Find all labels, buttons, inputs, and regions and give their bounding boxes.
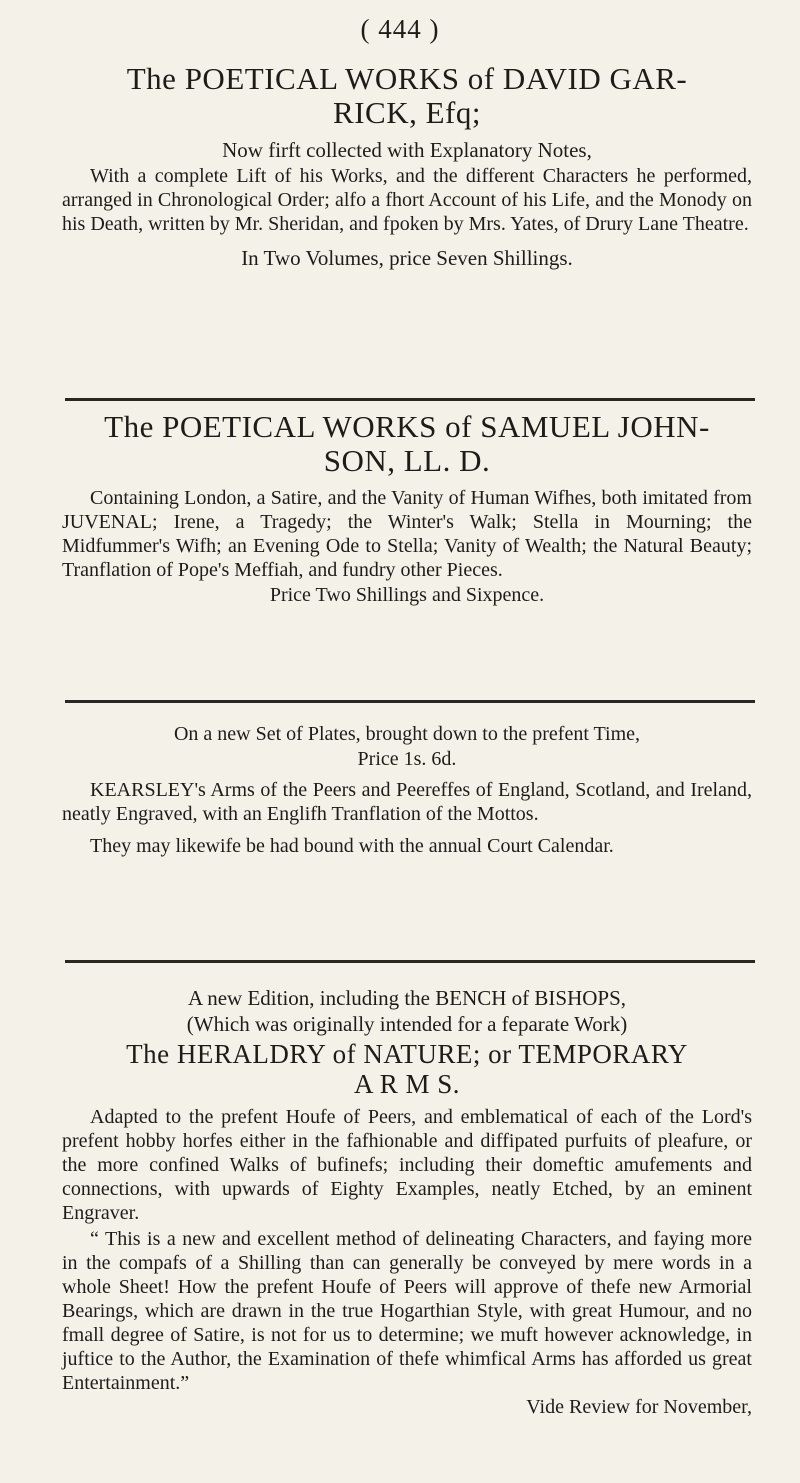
johnson-description: Containing London, a Satire, and the Vanity of Human Wifhes, both imitated from JUVENAL; Irene, a Tragedy; the Winter's Walk; Stella in Mourning; the Midfummer's Wifh; an Evening Ode to Stella; Vanity of Wealth; the Natural Beauty; Tranflation of Pope's Meffiah, and fundry other Pieces. bbox=[62, 487, 752, 581]
kearsley-description: KEARSLEY's Arms of the Peers and Peereffes of England, Scotland, and Ireland, neatly Engraved, with an Englifh Tranflation of the Mottos. bbox=[62, 779, 752, 825]
johnson-title: The POETICAL WORKS of SAMUEL JOHN- bbox=[104, 409, 710, 444]
divider-rule bbox=[65, 960, 755, 963]
heraldry-description: Adapted to the prefent Houfe of Peers, and emblematical of each of the Lord's prefent hobby horfes either in the fafhionable and diffipated purfuits of pleafure, or the more confined Walks of bufinefs; including their domeftic amufements and connections, with upwards of Eighty Examples, neatly Etched, by an eminent Engraver. bbox=[62, 1106, 752, 1224]
heraldry-title: The HERALDRY of NATURE; or TEMPORARY bbox=[126, 1039, 688, 1069]
divider-rule bbox=[65, 700, 755, 703]
heraldry-review-source: Vide Review for November, bbox=[526, 1396, 752, 1418]
garrick-subtitle: Now firft collected with Explanatory Notes, bbox=[222, 138, 592, 162]
heraldry-review-quote: “ This is a new and excellent method of delineating Characters, and faying more in the compafs of a Shilling than can generally be conveyed by mere words in a whole Sheet! How the prefent Houfe of Peers will approve of thefe new Armorial Bearings, which are drawn in the true Hogarthian Style, with great Humour, and no fmall degree of Satire, is not for us to determine; we muft however acknowledge, in juftice to the Author, the Examination of thefe whimfical Arms has afforded us great Entertainment.” bbox=[62, 1228, 752, 1394]
kearsley-advert bbox=[62, 722, 752, 858]
kearsley-note: They may likewife be had bound with the annual Court Calendar. bbox=[90, 835, 614, 857]
kearsley-price: Price 1s. 6d. bbox=[357, 748, 457, 770]
garrick-price: In Two Volumes, price Seven Shillings. bbox=[241, 246, 573, 270]
johnson-advert bbox=[62, 410, 752, 608]
garrick-advert bbox=[62, 62, 752, 272]
heraldry-note: (Which was originally intended for a feparate Work) bbox=[186, 1012, 628, 1036]
johnson-price: Price Two Shillings and Sixpence. bbox=[269, 584, 545, 606]
garrick-description: With a complete Lift of his Works, and the different Characters he performed, arranged in Chronological Order; alfo a fhort Account of his Life, and the Monody on his Death, written by Mr. Sheridan, and fpoken by Mrs. Yates, of Drury Lane Theatre. bbox=[62, 165, 752, 235]
heraldry-title-cont: A R M S. bbox=[353, 1069, 461, 1099]
page-number: ( 444 ) bbox=[360, 14, 440, 44]
kearsley-intro: On a new Set of Plates, brought down to the prefent Time, bbox=[173, 723, 641, 745]
garrick-title-cont: RICK, Efq; bbox=[333, 95, 481, 130]
johnson-title-cont: SON, LL. D. bbox=[323, 443, 491, 478]
heraldry-edition: A new Edition, including the BENCH of BISHOPS, bbox=[187, 986, 627, 1010]
garrick-title: The POETICAL WORKS of DAVID GAR- bbox=[126, 61, 688, 96]
heraldry-advert bbox=[62, 985, 752, 1419]
divider-rule bbox=[65, 398, 755, 401]
